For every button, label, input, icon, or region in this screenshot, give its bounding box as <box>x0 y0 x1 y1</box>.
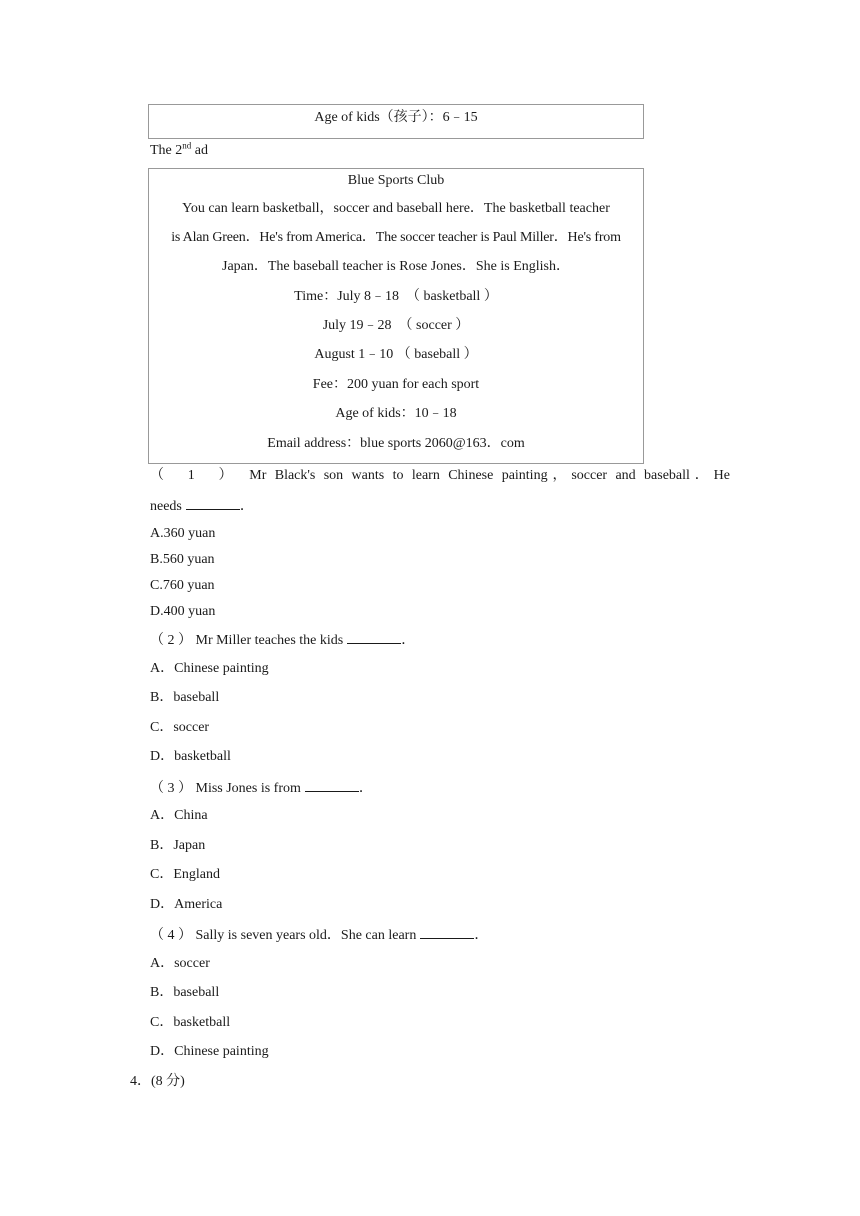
answer-blank[interactable] <box>347 629 401 644</box>
question-3-stem <box>150 777 373 799</box>
option-4c: C．basketball <box>150 1015 231 1030</box>
option-4b: B．baseball <box>150 985 220 1000</box>
ad2-heading <box>150 141 208 161</box>
option-1b: B.560 yuan <box>150 552 215 567</box>
ad1-box <box>148 104 644 139</box>
option-1a: A.360 yuan <box>150 526 216 541</box>
answer-blank[interactable] <box>186 495 240 510</box>
option-3d: D．America <box>150 897 223 912</box>
ad2-title: Blue Sports Club <box>347 173 445 188</box>
question-1-needs: needs <box>150 499 182 514</box>
option-3c: C．England <box>150 867 220 882</box>
question-1-end: ． <box>239 499 254 514</box>
ad2-heading-suffix: ad <box>191 143 208 158</box>
ad2-line3: Japan．The baseball teacher is Rose Jones．She is English． <box>222 259 570 274</box>
option-2d: D．basketball <box>150 749 231 764</box>
ad2-line2: is Alan Green．He's from America．The soccer teacher is Paul Miller．He's from <box>171 230 621 245</box>
question-1-stem-cont <box>150 495 254 517</box>
option-2c: C．soccer <box>150 720 210 735</box>
option-1d: D.400 yuan <box>150 604 216 619</box>
answer-blank[interactable] <box>420 924 474 939</box>
next-item-heading: 4．(8 分) <box>130 1074 185 1089</box>
question-2-text: （ 2 ） Mr Miller teaches the kids <box>150 633 344 648</box>
option-2a: A．Chinese painting <box>150 661 269 676</box>
question-2-end: ． <box>401 633 416 648</box>
answer-blank[interactable] <box>305 777 359 792</box>
ad2-age: Age of kids：10﹣18 <box>335 406 457 421</box>
ad2-time2: July 19﹣28 （ soccer ） <box>322 318 470 333</box>
option-4a: A．soccer <box>150 956 210 971</box>
ad2-time3: August 1﹣10 （ baseball ） <box>314 347 478 362</box>
question-1-stem: （ 1 ） Mr Black's son wants to learn Chinese painting，soccer and baseball．He <box>150 468 730 483</box>
ad2-fee: Fee：200 yuan for each sport <box>312 377 480 392</box>
question-3-text: （ 3 ） Miss Jones is from <box>150 781 301 796</box>
option-4d: D．Chinese painting <box>150 1044 269 1059</box>
ad2-time1: Time：July 8﹣18 （ basketball ） <box>294 289 498 304</box>
option-1c: C.760 yuan <box>150 578 215 593</box>
ad2-email: Email address：blue sports 2060@163．com <box>267 436 525 451</box>
question-4-end: ． <box>474 928 489 943</box>
ad2-heading-prefix: The 2 <box>150 143 183 158</box>
question-2-stem <box>150 629 415 651</box>
option-2b: B．baseball <box>150 690 220 705</box>
question-4-stem <box>150 924 488 946</box>
question-3-end: ． <box>358 781 373 796</box>
question-4-text: （ 4 ） Sally is seven years old．She can learn <box>150 928 417 943</box>
option-3a: A．China <box>150 808 208 823</box>
ad2-heading-sup: nd <box>182 140 192 151</box>
option-3b: B．Japan <box>150 838 206 853</box>
ad2-line1: You can learn basketball，soccer and baseball here．The basketball teacher <box>182 201 610 216</box>
ad2-box <box>148 168 644 464</box>
ad1-age-line: Age of kids（孩子）：6﹣15 <box>314 110 478 125</box>
